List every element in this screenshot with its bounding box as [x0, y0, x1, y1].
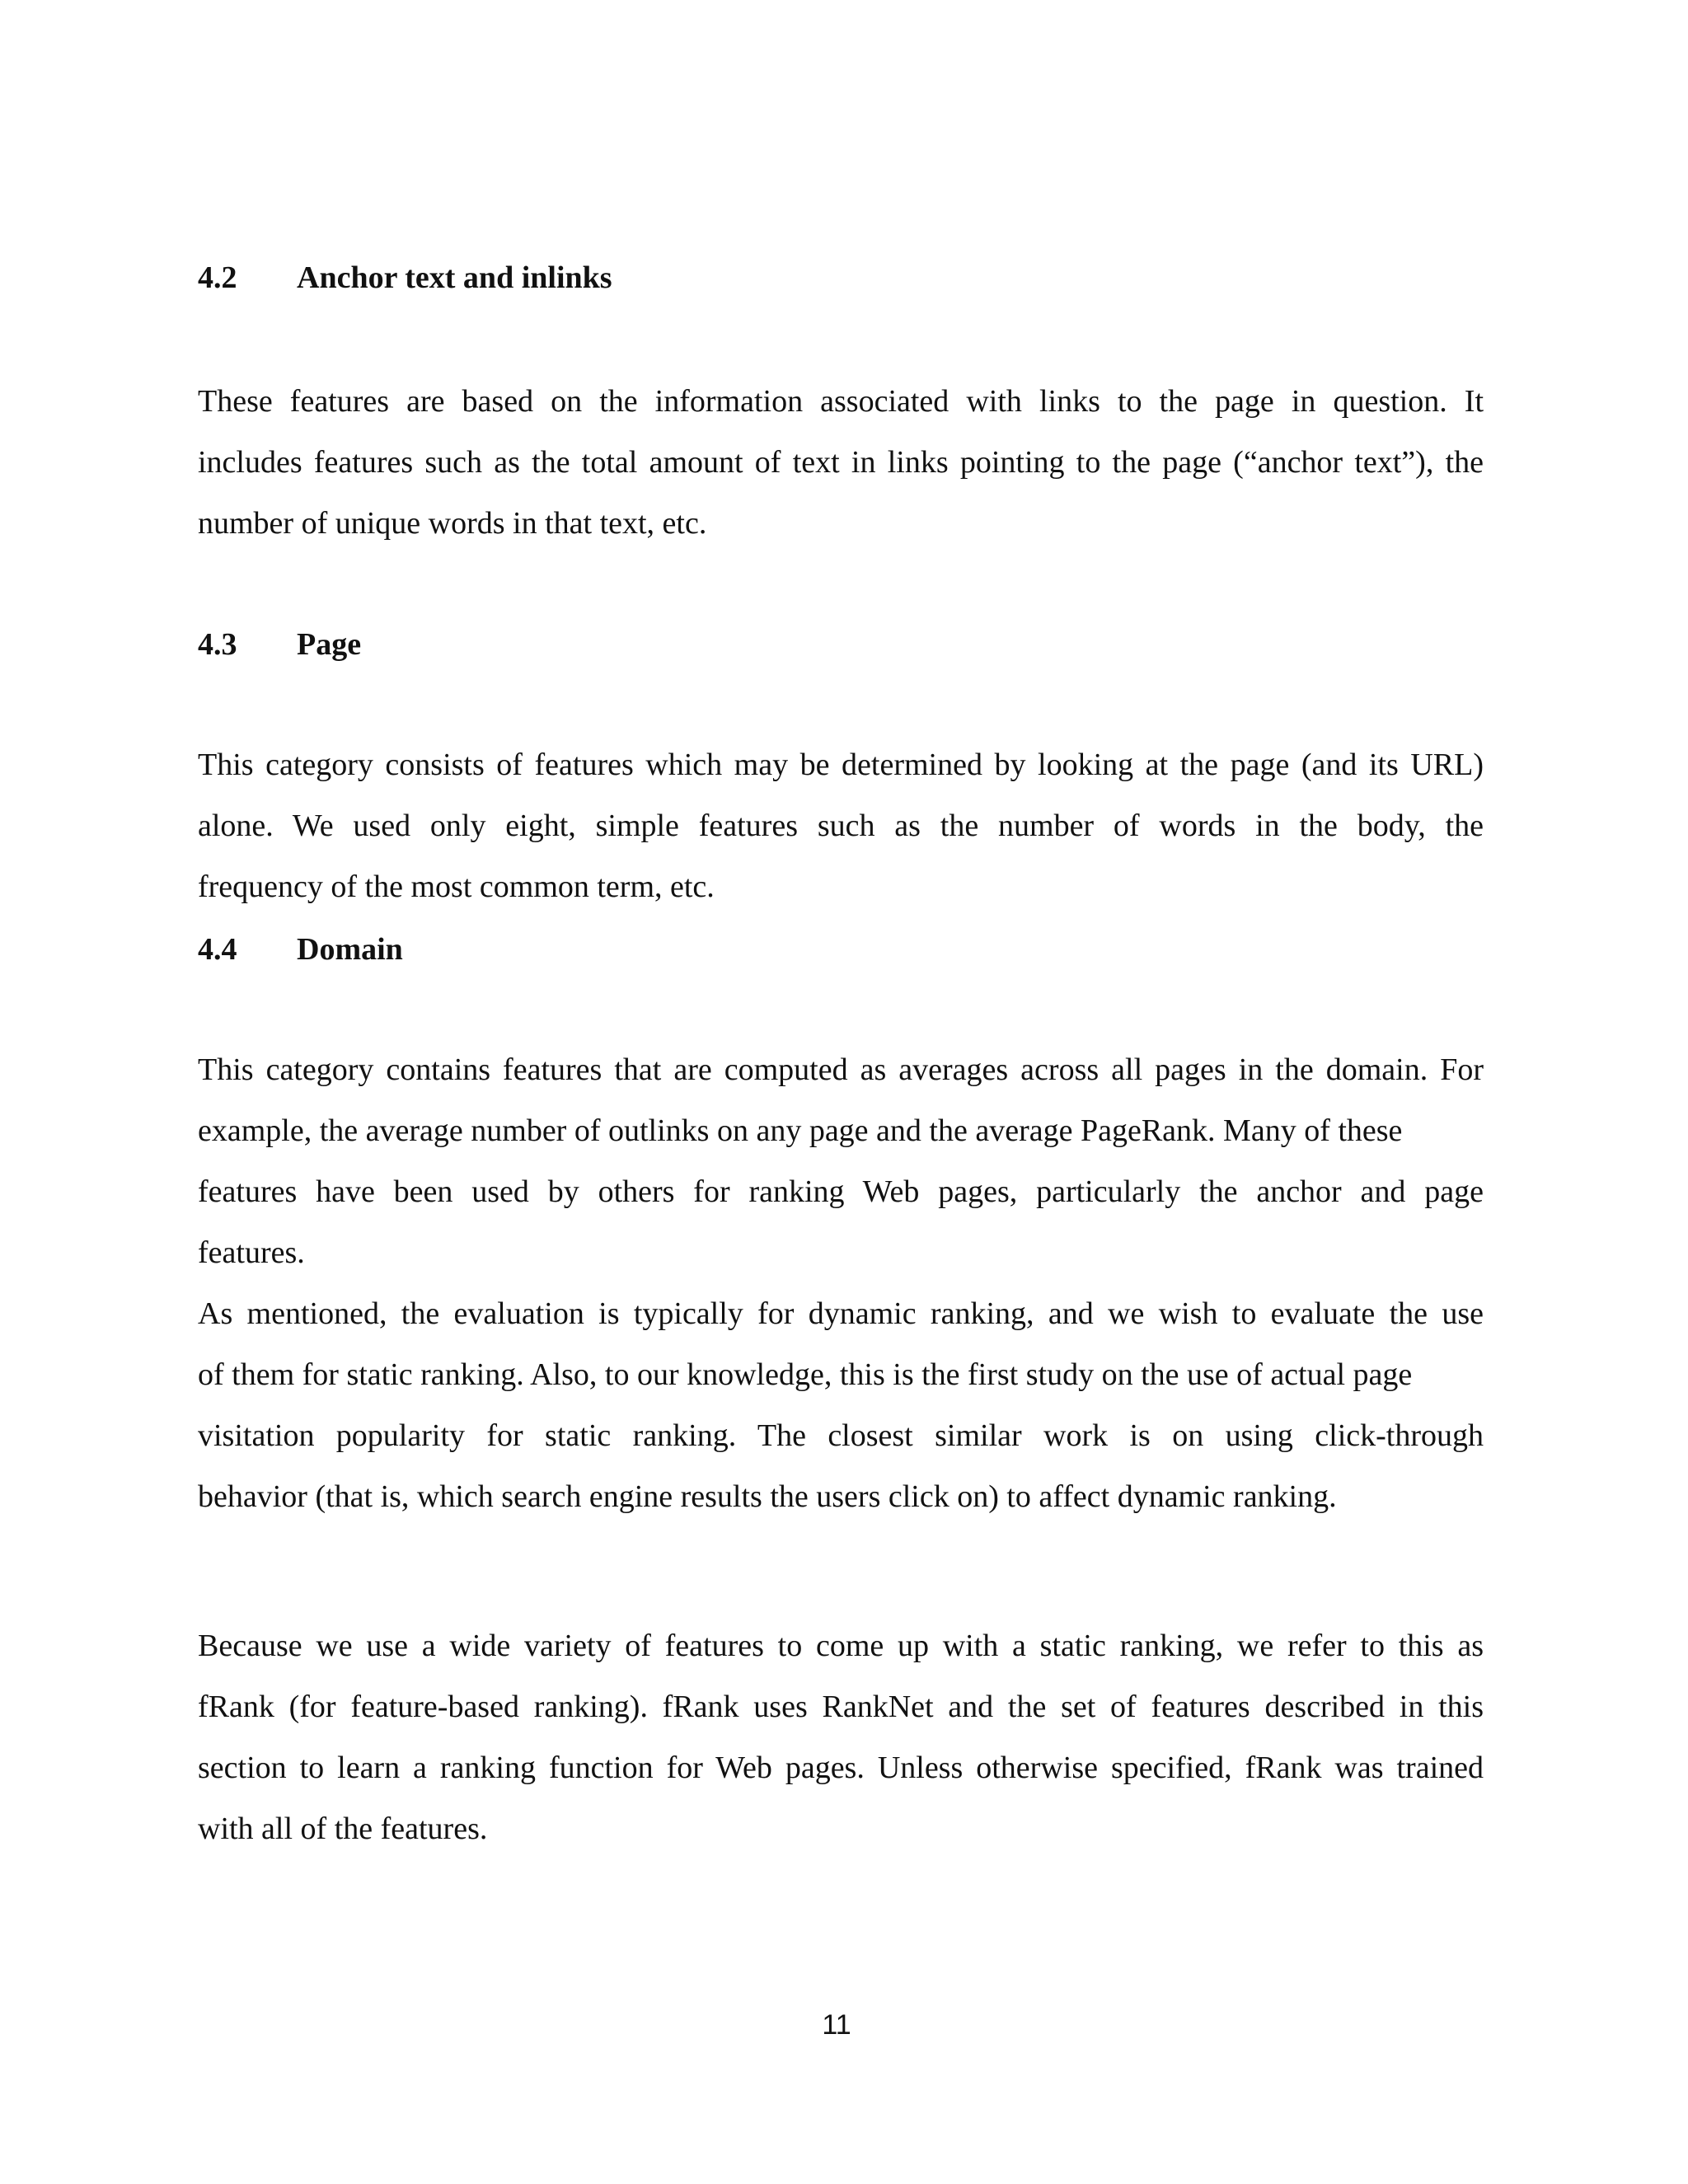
- text-line: section to learn a ranking function for Web pages. Unless otherwise specified, fRank was trained: [198, 1750, 1484, 1785]
- text-line: features have been used by others for ranking Web pages, particularly the anchor and page: [198, 1174, 1484, 1209]
- section-heading-4-2: [198, 262, 612, 293]
- text-line: This category contains features that are computed as averages across all pages in the domain. For: [198, 1052, 1484, 1087]
- paragraph-frank: [198, 1615, 1484, 1859]
- section-heading-4-3: [198, 629, 361, 660]
- text-line: These features are based on the information associated with links to the page in question. It: [198, 384, 1484, 419]
- text-line: includes features such as the total amount of text in links pointing to the page (“anchor text”), the: [198, 445, 1484, 480]
- section-title: Page: [297, 627, 362, 662]
- section-heading-4-4: [198, 934, 403, 965]
- text-line: example, the average number of outlinks on any page and the average PageRank. Many of these: [198, 1113, 1403, 1148]
- paragraph-page: [198, 734, 1484, 917]
- text-line: As mentioned, the evaluation is typically for dynamic ranking, and we wish to evaluate the use: [198, 1296, 1484, 1331]
- text-line: This category consists of features which may be determined by looking at the page (and its URL): [198, 748, 1484, 782]
- section-title: Domain: [297, 932, 403, 967]
- text-line: fRank (for feature-based ranking). fRank uses RankNet and the set of features described in this: [198, 1690, 1484, 1724]
- text-line: visitation popularity for static ranking. The closest similar work is on using click-through: [198, 1418, 1484, 1453]
- paragraph-domain: [198, 1039, 1484, 1527]
- text-line: with all of the features.: [198, 1811, 488, 1846]
- section-number: 4.2: [198, 260, 237, 295]
- text-line: number of unique words in that text, etc.: [198, 506, 707, 541]
- text-line: features.: [198, 1235, 305, 1270]
- text-line: frequency of the most common term, etc.: [198, 869, 715, 904]
- section-number: 4.4: [198, 932, 237, 967]
- section-number: 4.3: [198, 627, 237, 662]
- page-number: 11: [822, 2009, 851, 2041]
- text-line: Because we use a wide variety of features to come up with a static ranking, we refer to this as: [198, 1629, 1484, 1663]
- text-line: behavior (that is, which search engine results the users click on) to affect dynamic ranking.: [198, 1479, 1337, 1514]
- section-title: Anchor text and inlinks: [297, 260, 612, 295]
- text-line: alone. We used only eight, simple features such as the number of words in the body, the: [198, 808, 1484, 843]
- text-line: of them for static ranking. Also, to our knowledge, this is the first study on the use of actual page: [198, 1357, 1413, 1392]
- paragraph-anchor-text: [198, 371, 1484, 554]
